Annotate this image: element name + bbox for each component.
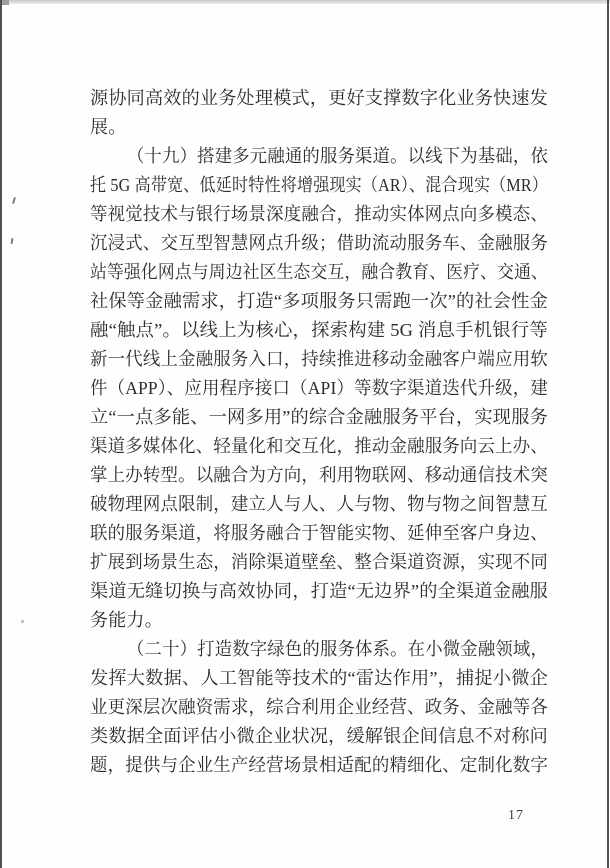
ink-speck xyxy=(12,197,16,204)
text-line: 源协同高效的业务处理模式，更好支撑数字化业务快速发 xyxy=(90,88,548,108)
text-line: 业更深层次融资需求，综合利用企业经营、政务、金融等各 xyxy=(90,697,548,717)
text-line: 等视觉技术与银行场景深度融合，推动实体网点向多模态、 xyxy=(90,204,548,224)
text-line: 新一代线上金融服务入口，持续推进移动金融客户端应用软 xyxy=(90,349,548,369)
text-line: 沉浸式、交互型智慧网点升级；借助流动服务车、金融服务 xyxy=(90,233,548,253)
text-line: （二十）打造数字绿色的服务体系。在小微金融领域， xyxy=(127,639,548,659)
text-line: 务能力。 xyxy=(90,610,163,630)
ink-speck xyxy=(21,620,24,623)
text-line: 社保等金融需求，打造“多项服务只需跑一次”的社会性金 xyxy=(90,291,548,311)
text-line: 件（APP）、应用程序接口（API）等数字渠道迭代升级，建 xyxy=(90,378,548,398)
scan-edge-right xyxy=(607,0,609,868)
text-line: 题，提供与企业生产经营场景相适配的精细化、定制化数字 xyxy=(90,755,548,775)
text-line: （十九）搭建多元融通的服务渠道。以线下为基础，依 xyxy=(127,146,548,166)
text-line: 掌上办转型。以融合为方向，利用物联网、移动通信技术突 xyxy=(90,465,548,485)
scan-edge-top xyxy=(0,0,610,4)
text-line: 扩展到场景生态，消除渠道壁垒、整合渠道资源，实现不同 xyxy=(90,552,548,572)
text-line: 发挥大数据、人工智能等技术的“雷达作用”，捕捉小微企 xyxy=(90,668,548,688)
ink-speck xyxy=(11,238,14,244)
text-line: 展。 xyxy=(90,117,127,137)
text-line: 破物理网点限制，建立人与人、人与物、物与物之间智慧互 xyxy=(90,494,548,514)
text-line: 类数据全面评估小微企业状况，缓解银企间信息不对称问 xyxy=(90,726,548,746)
text-line: 联的服务渠道，将服务融合于智能实物、延伸至客户身边、 xyxy=(90,523,548,543)
text-line: 渠道多媒体化、轻量化和交互化，推动金融服务向云上办、 xyxy=(90,436,548,456)
document-body xyxy=(90,84,548,780)
scan-edge-left xyxy=(0,0,2,868)
text-line: 渠道无缝切换与高效协同，打造“无边界”的全渠道金融服 xyxy=(90,581,548,601)
page-number: 17 xyxy=(508,808,524,823)
text-line: 立“一点多能、一网多用”的综合金融服务平台，实现服务 xyxy=(90,407,548,427)
text-line: 托 5G 高带宽、低延时特性将增强现实（AR）、混合现实（MR） xyxy=(90,175,548,195)
text-line: 融“触点”。以线上为核心，探索构建 5G 消息手机银行等 xyxy=(90,320,548,340)
text-line: 站等强化网点与周边社区生态交互，融合教育、医疗、交通、 xyxy=(90,262,548,282)
